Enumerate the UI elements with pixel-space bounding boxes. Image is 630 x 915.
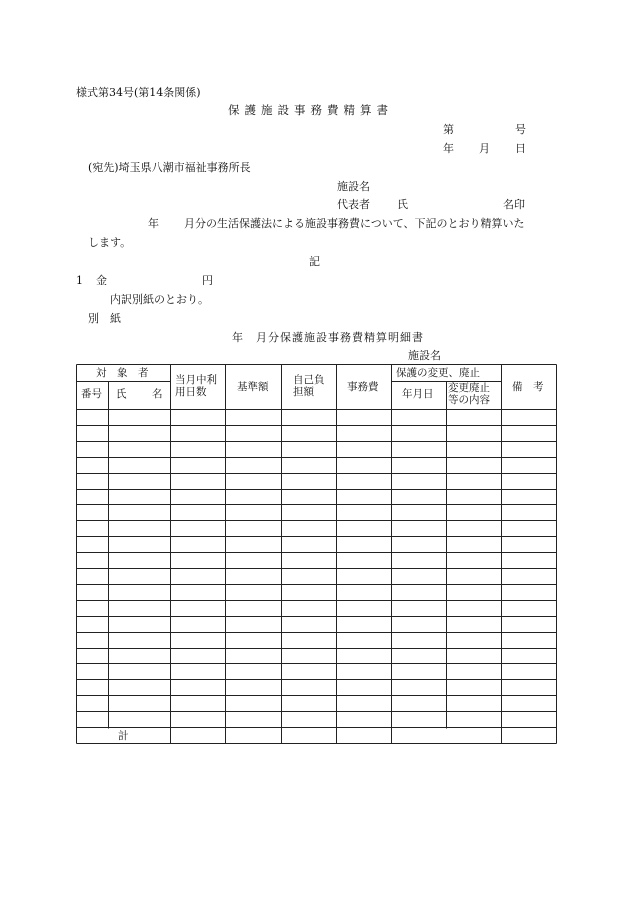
document-title: 保護施設事務費精算書: [228, 103, 393, 117]
body-year: 年: [148, 217, 159, 230]
header-days-line-2: 用日数: [175, 386, 207, 399]
attachment-facility-label: 施設名: [408, 349, 441, 362]
number-label-first: 第: [443, 123, 454, 136]
representative-name-label: 氏: [397, 198, 408, 211]
amount-number: 1: [76, 274, 83, 287]
header-office-cost: 事務費: [347, 381, 379, 393]
body-line-2: します。: [88, 236, 132, 249]
date-year: 年: [443, 142, 454, 155]
attachment-title: 月分保護施設事務費精算明細書: [256, 331, 424, 344]
detail-table: [76, 364, 557, 744]
number-label-suffix: 号: [515, 123, 526, 136]
addressee: (宛先)埼玉県八潮市福祉事務所長: [88, 161, 251, 174]
body-line-1: 月分の生活保護法による施設事務費について、下記のとおり精算いた: [184, 217, 525, 230]
ki-label: 記: [309, 255, 320, 268]
header-name-first: 氏: [116, 388, 127, 400]
date-day: 日: [515, 142, 526, 155]
amount-unit: 円: [202, 274, 213, 287]
representative-label: 代表者: [337, 198, 370, 211]
form-number: 様式第34号(第14条関係): [76, 86, 201, 99]
table-grid-lines: [76, 364, 557, 744]
header-change-content: [448, 382, 490, 406]
header-self-pay-line-2: 担額: [293, 386, 314, 399]
header-base-amount: 基準額: [237, 381, 269, 393]
header-days-line-1: 当月中利: [175, 374, 217, 386]
header-change-content-line-2: 等の内容: [448, 394, 490, 407]
header-self-pay-line-1: 自己負: [293, 374, 325, 386]
date-month: 月: [479, 142, 490, 155]
header-days: [175, 374, 217, 398]
amount-label: 金: [96, 274, 107, 287]
attachment-year: 年: [232, 331, 243, 344]
total-label: 計: [118, 730, 129, 742]
attachment-label: 別 紙: [88, 312, 121, 325]
header-change-date: 年月日: [402, 388, 434, 400]
header-change-content-line-1: 変更廃止: [448, 382, 490, 394]
amount-note: 内訳別紙のとおり。: [110, 293, 209, 306]
seal-label: 名印: [503, 198, 525, 211]
header-remarks: 備 考: [512, 381, 544, 393]
header-change: 保護の変更、廃止: [396, 367, 480, 379]
header-self-pay: [293, 374, 325, 398]
facility-label: 施設名: [337, 180, 370, 193]
header-name-last: 名: [152, 388, 163, 400]
header-number: 番号: [81, 388, 102, 400]
header-subject: 対 象 者: [96, 367, 149, 379]
